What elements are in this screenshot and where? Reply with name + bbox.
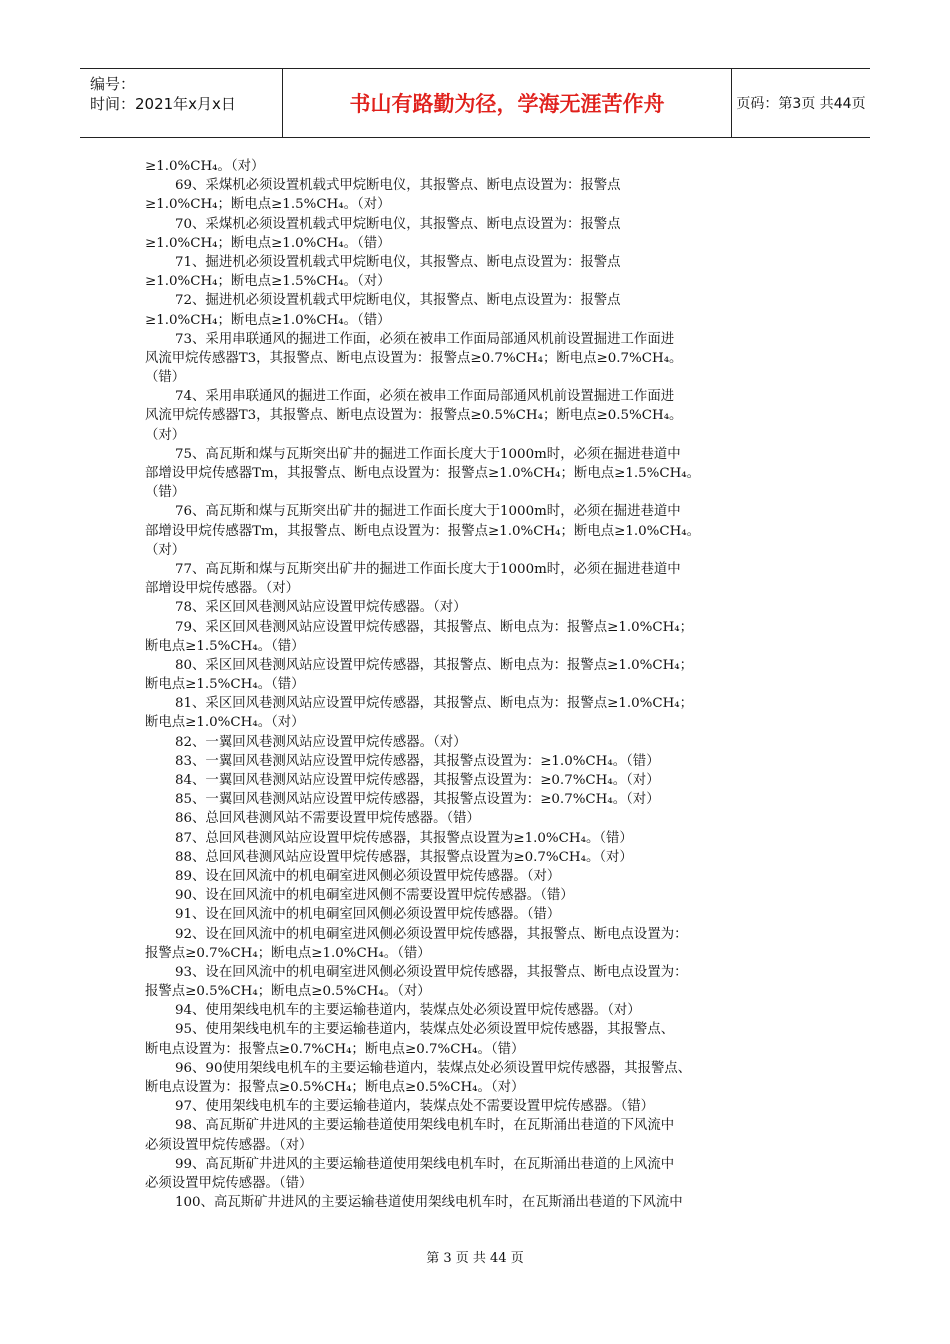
text-line: 风流甲烷传感器T3，其报警点、断电点设置为：报警点≥0.5%CH₄；断电点≥0.5%CH₄。 xyxy=(145,408,683,424)
text-line: 69、采煤机必须设置机载式甲烷断电仪，其报警点、断电点设置为：报警点 xyxy=(175,178,621,194)
text-line: 79、采区回风巷测风站应设置甲烷传感器，其报警点、断电点为：报警点≥1.0%CH₄； xyxy=(175,619,694,635)
text-line: 88、总回风巷测风站应设置甲烷传感器，其报警点设置为≥0.7%CH₄。（对） xyxy=(175,849,633,865)
text-line: 报警点≥0.5%CH₄；断电点≥0.5%CH₄。（对） xyxy=(145,984,431,1000)
text-line: ≥1.0%CH₄；断电点≥1.5%CH₄。（对） xyxy=(145,274,391,290)
text-line: 72、掘进机必须设置机载式甲烷断电仪，其报警点、断电点设置为：报警点 xyxy=(175,293,621,309)
text-line: 74、采用串联通风的掘进工作面，必须在被串工作面局部通风机前设置掘进工作面进 xyxy=(175,389,675,405)
text-line: 96、90使用架线电机车的主要运输巷道内，装煤点处必须设置甲烷传感器，其报警点、 xyxy=(175,1060,692,1076)
text-line: ≥1.0%CH₄。（对） xyxy=(145,159,265,174)
text-line: 93、设在回风流中的机电硐室进风侧必须设置甲烷传感器，其报警点、断电点设置为： xyxy=(175,964,688,980)
text-line: 100、高瓦斯矿井进风的主要运输巷道使用架线电机车时，在瓦斯涌出巷道的下风流中 xyxy=(175,1195,683,1211)
text-line: 部增设甲烷传感器。（对） xyxy=(145,581,299,597)
text-line: 82、一翼回风巷测风站应设置甲烷传感器。（对） xyxy=(175,734,467,750)
text-line: 81、采区回风巷测风站应设置甲烷传感器，其报警点、断电点为：报警点≥1.0%CH₄； xyxy=(175,696,694,712)
text-line: 78、采区回风巷测风站应设置甲烷传感器。（对） xyxy=(175,600,467,616)
text-line: 部增设甲烷传感器Tm，其报警点、断电点设置为：报警点≥1.0%CH₄；断电点≥1.0%CH₄。 xyxy=(145,523,701,539)
text-line: 77、高瓦斯和煤与瓦斯突出矿井的掘进工作面长度大于1000m时，必须在掘进巷道中 xyxy=(175,561,681,577)
text-line: 91、设在回风流中的机电硐室回风侧必须设置甲烷传感器。（错） xyxy=(175,907,561,923)
header-page-number: 页码：第3页 共44页 xyxy=(736,96,866,112)
text-line: （对） xyxy=(145,542,186,558)
text-line: ≥1.0%CH₄；断电点≥1.5%CH₄。（对） xyxy=(145,197,391,213)
document-body xyxy=(145,157,813,1212)
text-line: 85、一翼回风巷测风站应设置甲烷传感器，其报警点设置为：≥0.7%CH₄。（对） xyxy=(175,792,660,808)
text-line: 87、总回风巷测风站应设置甲烷传感器，其报警点设置为≥1.0%CH₄。（错） xyxy=(175,830,633,846)
text-line: 99、高瓦斯矿井进风的主要运输巷道使用架线电机车时，在瓦斯涌出巷道的上风流中 xyxy=(175,1156,675,1172)
text-line: 73、采用串联通风的掘进工作面，必须在被串工作面局部通风机前设置掘进工作面进 xyxy=(175,331,675,347)
text-line: 94、使用架线电机车的主要运输巷道内，装煤点处必须设置甲烷传感器。（对） xyxy=(175,1003,641,1019)
text-line: 75、高瓦斯和煤与瓦斯突出矿井的掘进工作面长度大于1000m时，必须在掘进巷道中 xyxy=(175,446,681,462)
text-line: 部增设甲烷传感器Tm，其报警点、断电点设置为：报警点≥1.0%CH₄；断电点≥1.5%CH₄。 xyxy=(145,466,701,481)
text-line: 86、总回风巷测风站不需要设置甲烷传感器。（错） xyxy=(175,811,480,827)
header-motto: 书山有路勤为径，学海无涯苦作舟 xyxy=(349,92,665,116)
text-line: 断电点设置为：报警点≥0.5%CH₄；断电点≥0.5%CH₄。（对） xyxy=(145,1080,525,1095)
text-line: （错） xyxy=(145,370,186,386)
text-line: 断电点≥1.0%CH₄。（对） xyxy=(145,715,305,731)
text-line: 83、一翼回风巷测风站应设置甲烷传感器，其报警点设置为：≥1.0%CH₄。（错） xyxy=(175,753,660,769)
header-info xyxy=(80,69,282,137)
text-line: 70、采煤机必须设置机载式甲烷断电仪，其报警点、断电点设置为：报警点 xyxy=(175,216,621,232)
text-line: 断电点≥1.5%CH₄。（错） xyxy=(145,638,305,654)
document-number-label: 编号： xyxy=(90,75,136,93)
text-line: 断电点设置为：报警点≥0.7%CH₄；断电点≥0.7%CH₄。（错） xyxy=(145,1041,525,1057)
text-line: 断电点≥1.5%CH₄。（错） xyxy=(145,677,305,693)
text-line: ≥1.0%CH₄；断电点≥1.0%CH₄。（错） xyxy=(145,235,391,251)
text-line: 89、设在回风流中的机电硐室进风侧必须设置甲烷传感器。（对） xyxy=(175,868,561,884)
text-line: 98、高瓦斯矿井进风的主要运输巷道使用架线电机车时，在瓦斯涌出巷道的下风流中 xyxy=(175,1118,675,1134)
text-line: 90、设在回风流中的机电硐室进风侧不需要设置甲烷传感器。（错） xyxy=(175,888,574,904)
text-line: 76、高瓦斯和煤与瓦斯突出矿井的掘进工作面长度大于1000m时，必须在掘进巷道中 xyxy=(175,504,681,520)
page-footer: 第 3 页 共 44 页 xyxy=(426,1251,524,1266)
text-line: 风流甲烷传感器T3，其报警点、断电点设置为：报警点≥0.7%CH₄；断电点≥0.7%CH₄。 xyxy=(145,350,683,366)
text-line: 97、使用架线电机车的主要运输巷道内，装煤点处不需要设置甲烷传感器。（错） xyxy=(175,1099,655,1115)
text-line: 95、使用架线电机车的主要运输巷道内，装煤点处必须设置甲烷传感器，其报警点、 xyxy=(175,1022,675,1038)
text-line: 92、设在回风流中的机电硐室进风侧必须设置甲烷传感器，其报警点、断电点设置为： xyxy=(175,926,688,942)
text-line: 80、采区回风巷测风站应设置甲烷传感器，其报警点、断电点为：报警点≥1.0%CH₄； xyxy=(175,657,694,673)
text-line: 必须设置甲烷传感器。（对） xyxy=(145,1137,313,1153)
text-line: 71、掘进机必须设置机载式甲烷断电仪，其报警点、断电点设置为：报警点 xyxy=(175,254,621,270)
text-line: 报警点≥0.7%CH₄；断电点≥1.0%CH₄。（错） xyxy=(145,945,431,961)
text-line: ≥1.0%CH₄；断电点≥1.0%CH₄。（错） xyxy=(145,312,391,328)
text-line: 必须设置甲烷传感器。（错） xyxy=(145,1175,313,1191)
text-line: （错） xyxy=(145,485,186,501)
text-line: （对） xyxy=(145,427,186,443)
text-line: 84、一翼回风巷测风站应设置甲烷传感器，其报警点设置为：≥0.7%CH₄。（对） xyxy=(175,773,660,788)
page-header xyxy=(80,68,870,138)
document-date-label: 时间：2021年x月x日 xyxy=(90,95,236,113)
